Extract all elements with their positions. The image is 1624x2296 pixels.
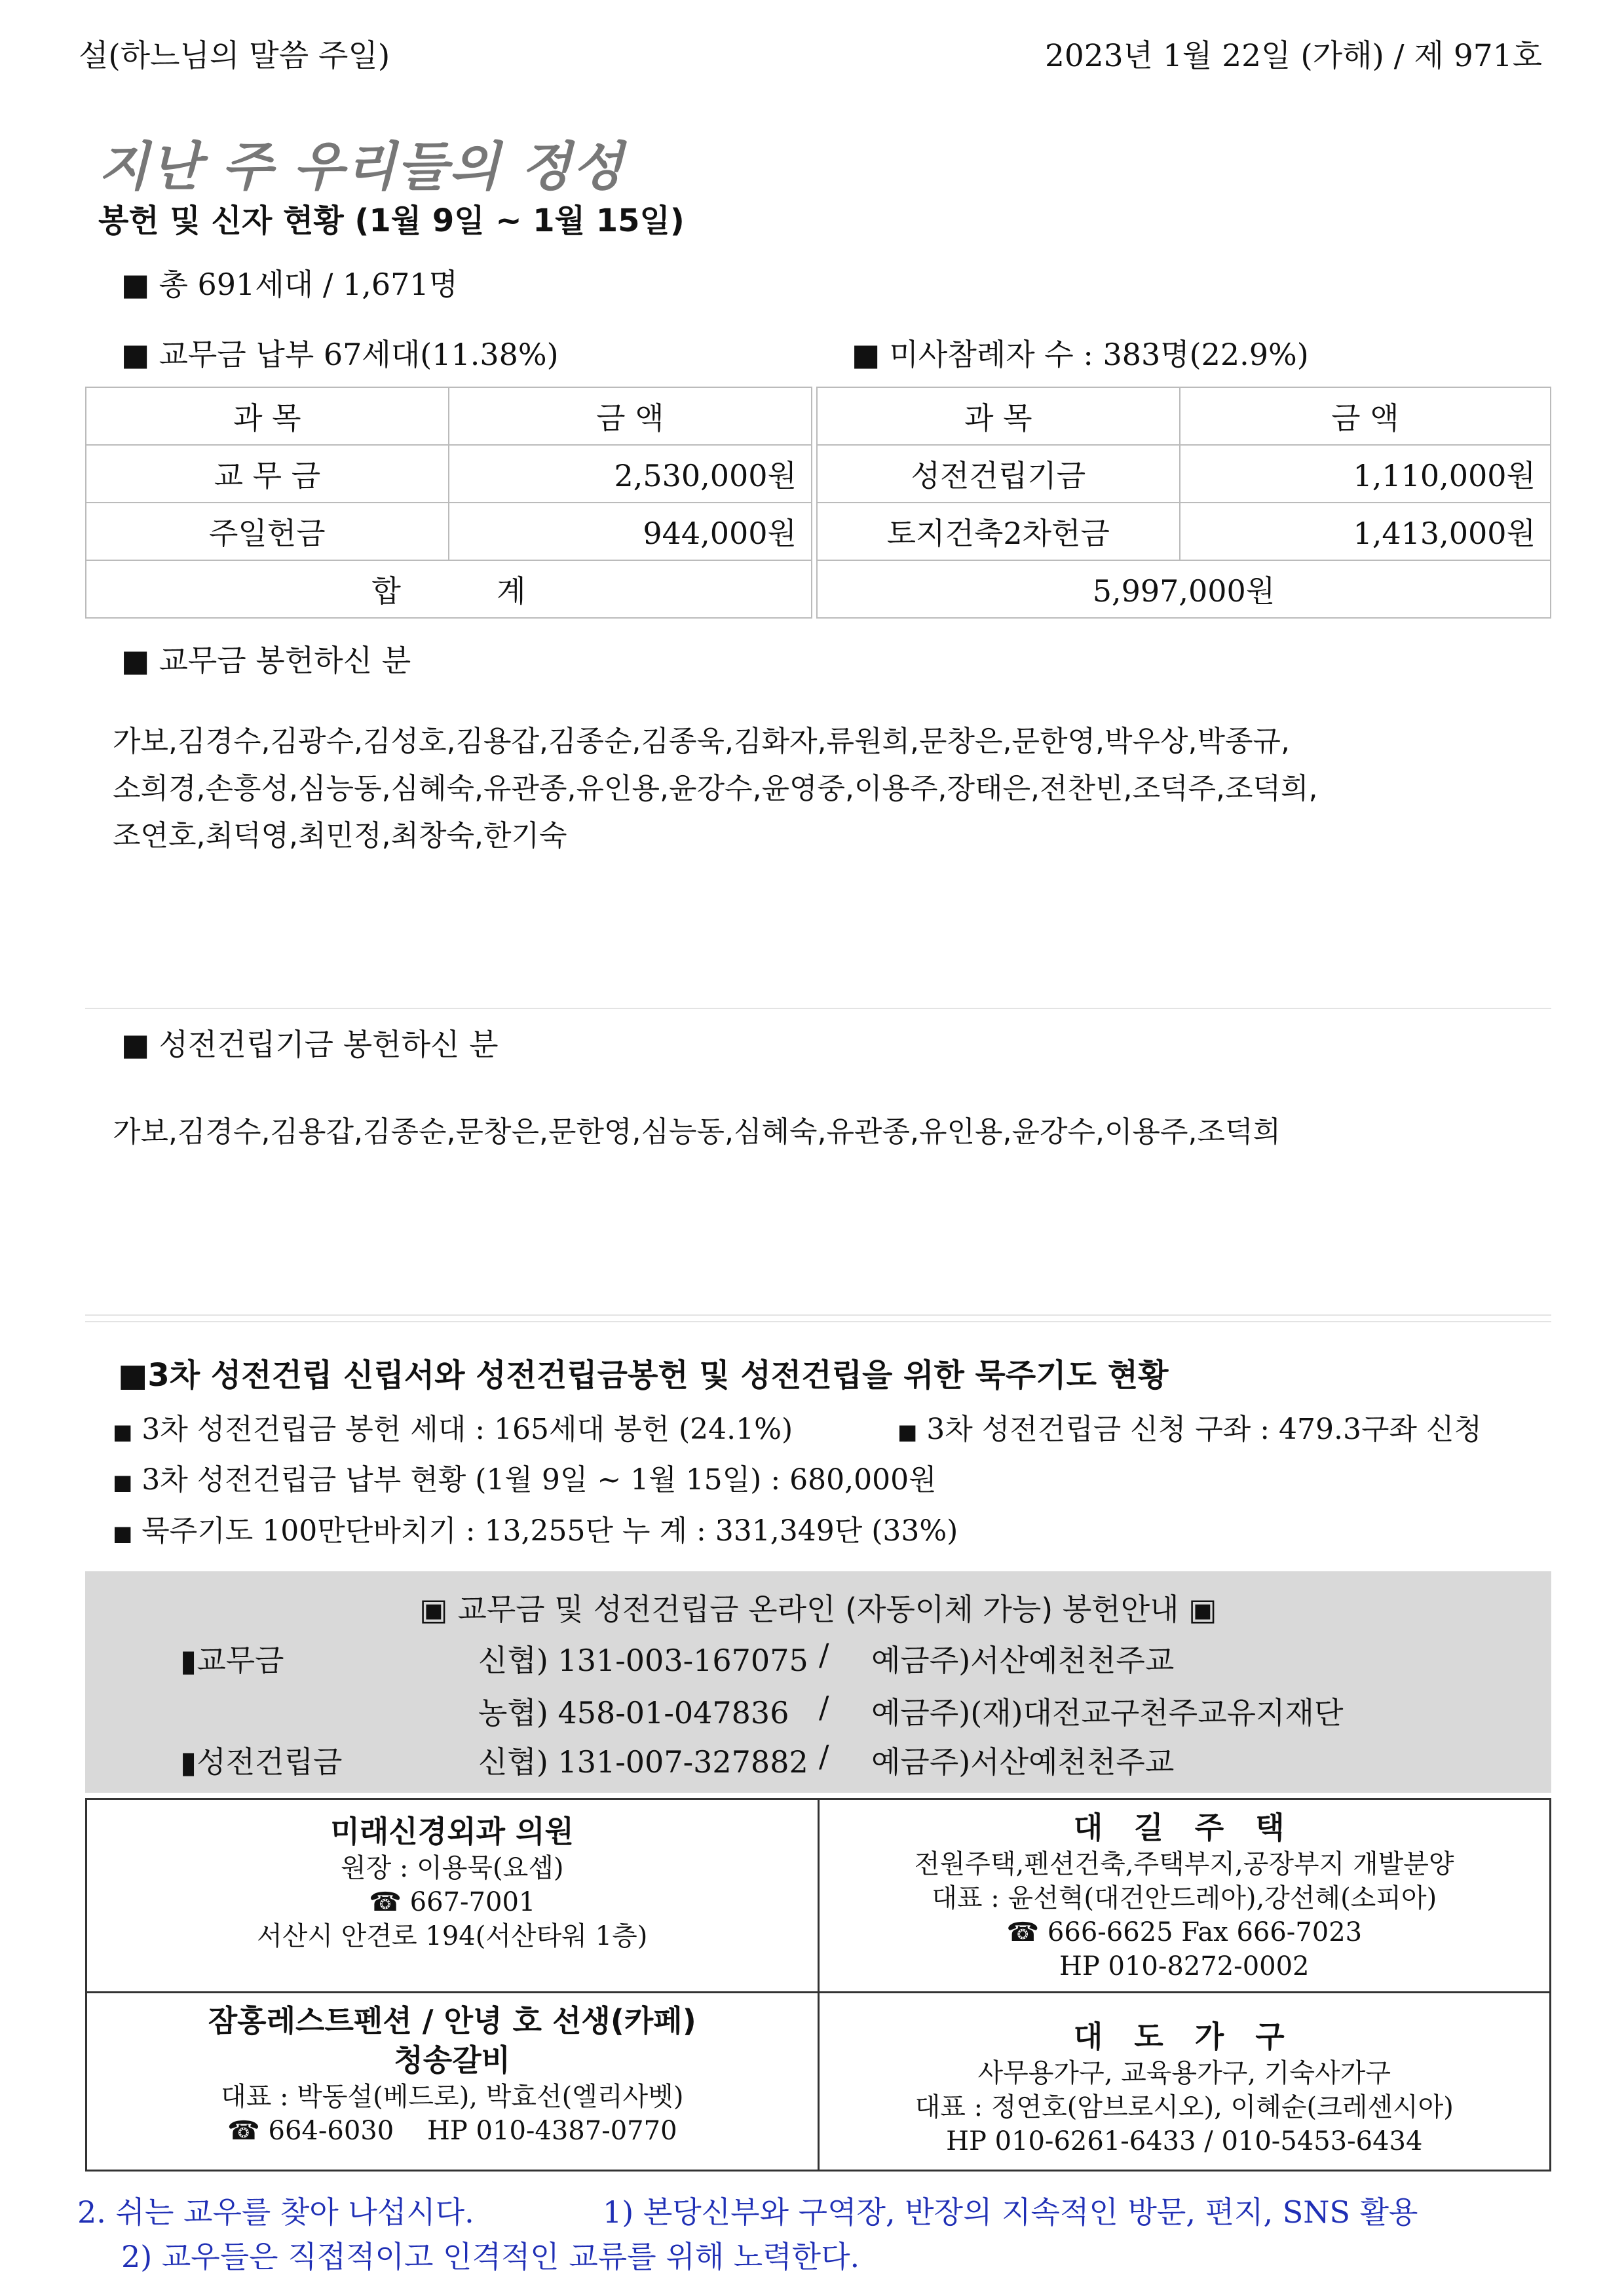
table-row: [86, 503, 1551, 560]
ad-daedo-furniture: [818, 1993, 1551, 2171]
ad-daegil-housing: [818, 1799, 1551, 1993]
subtitle: 봉헌 및 신자 현황 (1월 9일 ~ 1월 15일): [98, 202, 685, 239]
ads-row: [86, 1799, 1551, 1993]
third-item-2: [897, 1406, 1482, 1447]
third-item-1: [113, 1406, 793, 1447]
tithe-donors-title-text: 교무금 봉헌하신 분: [159, 643, 411, 678]
divider: [85, 1008, 1551, 1009]
online-title: ▣ 교무금 및 성전건립금 온라인 (자동이체 가능) 봉헌안내 ▣: [419, 1592, 1217, 1627]
square-bullet-icon: ■: [113, 1470, 133, 1495]
ad-line: 대표 : 윤선혁(대건안드레아),강선혜(소피아): [932, 1883, 1437, 1913]
table-cell: 주일헌금: [86, 503, 449, 560]
table-head-item: 과 목: [86, 387, 449, 445]
list-item: 조연호,최덕영,최민정,최창숙,한기숙: [113, 819, 567, 852]
table-cell: 성전건립기금: [817, 445, 1180, 503]
total-value: 5,997,000원: [817, 560, 1551, 618]
ad-line: 대표 : 박동설(베드로), 박효선(엘리사벳): [221, 2082, 684, 2112]
building-donors-title: [121, 1021, 499, 1064]
online-donation-box: [85, 1571, 1551, 1793]
stat-total-text: 총 691세대 / 1,671명: [159, 267, 459, 302]
table-cell: 토지건축2차헌금: [817, 503, 1180, 560]
ad-line: ☎ 666-6625 Fax 666-7023: [1006, 1917, 1363, 1947]
list-item: 가보,김경수,김용갑,김종순,문창은,문한영,심능동,심혜숙,유관종,유인용,윤강수,이용주,조덕희: [113, 1115, 1281, 1149]
square-bullet-icon: ■: [121, 1027, 150, 1062]
header-right: 2023년 1월 22일 (가해) / 제 971호: [1045, 38, 1542, 74]
stat-mass: [852, 331, 1309, 374]
account-label: ▮성전건립금: [180, 1744, 343, 1780]
divider: [85, 1314, 1551, 1316]
table-header-row: [86, 387, 1551, 445]
table-cell: 1,110,000원: [1180, 445, 1551, 503]
stat-tithe: [121, 331, 559, 374]
third-item-2-text: 3차 성전건립금 신청 구좌 : 479.3구좌 신청: [926, 1413, 1482, 1446]
square-bullet-icon: ■: [852, 337, 880, 372]
square-bullet-icon: ■: [121, 337, 150, 372]
square-bullet-icon: ■: [121, 643, 150, 678]
separator: /: [819, 1689, 829, 1725]
table-row: [86, 445, 1551, 503]
ad-line: 사무용가구, 교육용가구, 기숙사가구: [977, 2058, 1391, 2088]
ad-line: 원장 : 이용묵(요셉): [340, 1853, 564, 1883]
stat-tithe-text: 교무금 납부 67세대(11.38%): [159, 337, 559, 372]
tithe-donors-title: [121, 637, 411, 680]
footer-line-1b: 1) 본당신부와 구역장, 반장의 지속적인 방문, 편지, SNS 활용: [603, 2194, 1418, 2230]
separator: /: [819, 1637, 829, 1672]
ad-title: 대 도 가 구: [1073, 2019, 1295, 2054]
account-holder: 예금주)서산예천천주교: [871, 1643, 1175, 1678]
account-number: 농협) 458-01-047836: [478, 1695, 789, 1731]
third-item-3-text: 3차 성전건립금 납부 현황 (1월 9일 ~ 1월 15일) : 680,000원: [142, 1463, 937, 1497]
ad-line: HP 010-8272-0002: [1059, 1951, 1310, 1981]
stat-total: [121, 261, 458, 304]
ad-title: 대 길 주 택: [1073, 1810, 1295, 1845]
ad-title: 청송갈비: [394, 2042, 511, 2078]
table-total-row: [86, 560, 1551, 618]
account-number: 신협) 131-007-327882: [478, 1744, 808, 1780]
table-head-amount: 금 액: [1180, 387, 1551, 445]
footer-line-2: 2) 교우들은 직접적이고 인격적인 교류를 위해 노력한다.: [121, 2239, 860, 2274]
header-left: 설(하느님의 말씀 주일): [79, 38, 390, 74]
ad-title: 잠홍레스트펜션 / 안녕 호 선생(카페): [208, 2003, 696, 2038]
ad-mirae-clinic: [86, 1799, 819, 1993]
sponsor-ads: [85, 1798, 1551, 2172]
ad-line: HP 010-6261-6433 / 010-5453-6434: [946, 2126, 1423, 2156]
third-item-4-text: 묵주기도 100만단바치기 : 13,255단 누 계 : 331,349단 (33%): [142, 1514, 958, 1548]
ad-line: ☎ 667-7001: [369, 1887, 536, 1917]
offering-table: [85, 387, 1551, 619]
ad-line: ☎ 664-6030 HP 010-4387-0770: [227, 2116, 677, 2146]
square-bullet-icon: ■: [113, 1521, 133, 1546]
square-bullet-icon: ■: [113, 1419, 133, 1444]
account-holder: 예금주)서산예천천주교: [871, 1744, 1175, 1780]
account-holder: 예금주)(재)대전교구천주교유지재단: [871, 1695, 1344, 1731]
account-label: ▮교무금: [180, 1643, 284, 1678]
account-number: 신협) 131-003-167075: [478, 1643, 808, 1678]
table-cell: 944,000원: [449, 503, 812, 560]
square-bullet-icon: ■: [121, 267, 150, 302]
list-item: 소희경,손흥성,심능동,심혜숙,유관종,유인용,윤강수,윤영중,이용주,장태은,전찬빈,조덕주,조덕희,: [113, 772, 1318, 805]
third-section-title: ■3차 성전건립 신립서와 성전건립금봉헌 및 성전건립을 위한 묵주기도 현황: [118, 1357, 1169, 1394]
table-head-item: 과 목: [817, 387, 1180, 445]
third-item-3: [113, 1456, 937, 1498]
table-cell: 교 무 금: [86, 445, 449, 503]
table-head-amount: 금 액: [449, 387, 812, 445]
ad-jamhong-pension: [86, 1993, 819, 2171]
total-label: 합 계: [86, 560, 812, 618]
third-item-1-text: 3차 성전건립금 봉헌 세대 : 165세대 봉헌 (24.1%): [142, 1413, 793, 1446]
building-donors-list: [113, 1109, 1281, 1156]
footer-line-1a: 2. 쉬는 교우를 찾아 나섭시다.: [77, 2194, 474, 2230]
ad-title: 미래신경외과 의원: [330, 1814, 574, 1849]
ads-row: [86, 1993, 1551, 2171]
ad-line: 전원주택,펜션건축,주택부지,공장부지 개발분양: [914, 1849, 1454, 1879]
separator: /: [819, 1738, 829, 1774]
square-bullet-icon: ■: [897, 1419, 918, 1444]
table-cell: 2,530,000원: [449, 445, 812, 503]
page-title: 지난 주 우리들의 정성: [98, 136, 625, 197]
ad-line: 서산시 안견로 194(서산타워 1층): [257, 1921, 648, 1951]
list-item: 가보,김경수,김광수,김성호,김용갑,김종순,김종욱,김화자,류원희,문창은,문한영,박우상,박종규,: [113, 725, 1290, 758]
divider: [85, 1321, 1551, 1322]
table-cell: 1,413,000원: [1180, 503, 1551, 560]
building-donors-title-text: 성전건립기금 봉헌하신 분: [159, 1027, 499, 1062]
third-item-4: [113, 1507, 958, 1549]
ad-line: 대표 : 정연호(암브로시오), 이혜순(크레센시아): [915, 2092, 1454, 2122]
tithe-donors-list: [113, 718, 1317, 860]
stat-mass-text: 미사참례자 수 : 383명(22.9%): [889, 337, 1309, 372]
